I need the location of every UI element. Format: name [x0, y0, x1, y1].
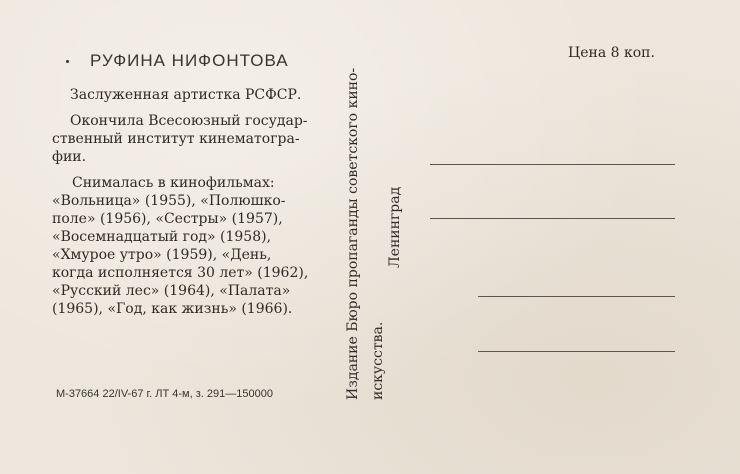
education-text: Окончила Всесоюзный государ- ственный институт кинематогра- фии.: [52, 113, 308, 165]
film-line-1: «Вольница» (1955), «Полюшко-: [52, 193, 286, 209]
films-heading: Снималась в кинофильмах:: [72, 175, 275, 191]
address-line-3: [478, 296, 675, 297]
address-line-4: [478, 351, 675, 352]
film-line-2: поле» (1956), «Сестры» (1957),: [52, 211, 283, 227]
price-label: Цена 8 коп.: [568, 45, 655, 61]
film-line-6: «Русский лес» (1964), «Палата»: [52, 283, 291, 299]
film-line-5: когда исполняется 30 лет» (1962),: [52, 265, 309, 281]
ink-dot: [66, 60, 69, 63]
actress-name: РУФИНА НИФОНТОВА: [90, 51, 289, 70]
publisher-line-1: Издание Бюро пропаганды советского кино-: [345, 67, 361, 400]
print-code: М-37664 22/IV-67 г. ЛТ 4-м, з. 291—150000: [56, 388, 273, 400]
actress-title: Заслуженная артистка РСФСР.: [70, 87, 302, 103]
address-line-2: [430, 218, 675, 219]
film-line-3: «Восемнадцатый год» (1958),: [52, 229, 272, 245]
film-line-7: (1965), «Год, как жизнь» (1966).: [52, 301, 293, 317]
filmography: [52, 174, 334, 318]
info-column: [52, 50, 334, 318]
film-line-4: «Хмурое утро» (1959), «День,: [52, 247, 272, 263]
publisher-city: Ленинград: [387, 186, 403, 268]
address-line-1: [430, 164, 675, 165]
publisher-line-2: искусства.: [370, 321, 386, 400]
